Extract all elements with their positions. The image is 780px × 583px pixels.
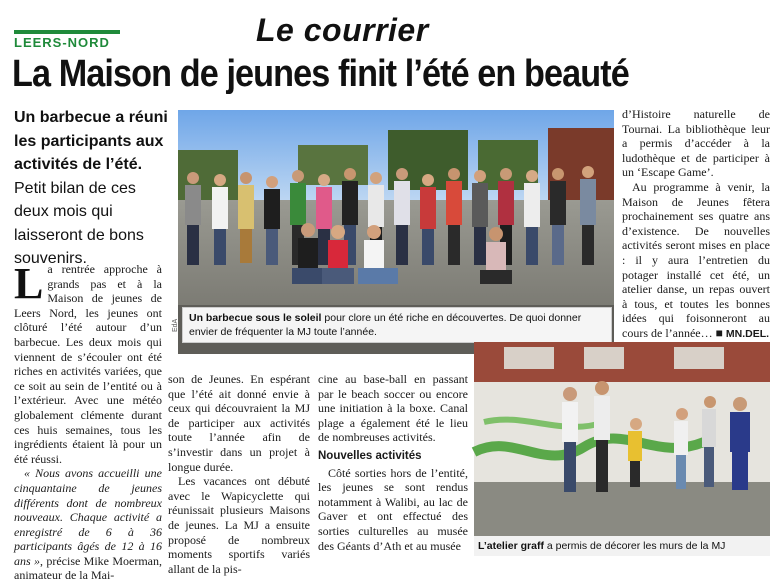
photo-credit: EdA (172, 318, 179, 332)
signature: MN.DEL. (725, 327, 770, 340)
subheading: Nouvelles activités (318, 449, 422, 462)
col4-paragraph-2 (622, 180, 770, 342)
graffiti-photo-illustration (474, 342, 770, 536)
drop-cap: L (14, 259, 44, 308)
lead-bold: Un barbecue a réuni les participants aux activités de l’été. (14, 109, 168, 173)
col3-paragraph-2: Côté sorties hors de l’entité, les jeunes se sont rendus notamment à Walibi, au lac de Gaver et ont effectué des sorties culturelles au musée des Géants d’Ath et au musée (318, 465, 468, 553)
section-label: LEERS-NORD (14, 35, 110, 50)
col3-paragraph-1: cine au base-ball en passant par le beach soccer ou encore une initiation à la boxe. Canal plage a également été le lieu de nombreuses activités. (318, 372, 468, 445)
col1-paragraph: a rentrée approche à grands pas et à la Maison de jeunes de Leers Nord, les jeunes ont clôturé l’été autour d’un barbecue. Les deux mois qui viennent de s’écouler ont été riches en activités variées, que ce soit au sein de l’entité ou à l’extérieur. Avec une météo globalement clémente durant ces huis semaines, tous les ingrédients étaient là pour un été réussi. (14, 262, 162, 466)
col1-quote-paragraph (14, 466, 162, 583)
caption1-rest: pour clore un été riche en découvertes. De quoi donner envier de fréquenter la MJ toute l’année. (189, 312, 582, 338)
newspaper-name: Le courrier (256, 12, 429, 48)
col4-paragraph-2-text: Au programme à venir, la Maison de Jeunes fêtera prochainement ses quatre ans d’existence. De nouvelles activités seront mises en place : il y aura l’entretien du potager installé cet été, un atelier danse, un repas ouvert à tous, et toutes les bonnes idées qui foisonneront au cours de l’année… ■ (622, 179, 770, 340)
caption2-rest: a permis de décorer les murs de la MJ (543, 540, 726, 552)
column-3 (318, 372, 468, 553)
section-rule (14, 30, 120, 34)
caption2-bold: L’atelier graff (478, 540, 544, 552)
photo-caption-2 (474, 536, 770, 556)
lead-paragraph (14, 106, 174, 271)
column-2 (168, 372, 310, 576)
photo-caption-1 (182, 307, 612, 343)
column-4 (622, 107, 770, 342)
graffiti-photo (474, 342, 770, 536)
lead-rest: Petit bilan de ces deux mois qui laisseront de bons souvenirs. (14, 179, 144, 267)
col1-quote: « Nous avons accueilli une cinquantaine de jeunes différents dont de nombreux nouveaux. Chaque activité a enregistré de 6 à 36 participants âgés de 12 à 16 ans » (14, 466, 162, 568)
col1-tail: , précise Mike Moerman, animateur de la Mai- (14, 553, 162, 583)
col2-paragraph-1: son de Jeunes. En espérant que l’été ait donné envie à ceux qui découvraient la MJ de participer aux activités toute l’année afin de s’investir dans un projet à longue durée. (168, 372, 310, 474)
caption1-bold: Un barbecue sous le soleil (189, 312, 322, 324)
col4-paragraph-1: d’Histoire naturelle de Tournai. La bibliothèque leur a permis d’accéder à la ludothèque et de participer à un ‘Escape Game’. (622, 107, 770, 180)
col2-paragraph-2: Les vacances ont débuté avec le Wapicyclette qui réunissait plusieurs Maisons de jeunes. La MJ a ensuite proposé de nombreux moments sportifs variés allant de la pis- (168, 474, 310, 576)
column-1 (14, 259, 162, 583)
headline: La Maison de jeunes finit l’été en beauté (12, 53, 629, 95)
